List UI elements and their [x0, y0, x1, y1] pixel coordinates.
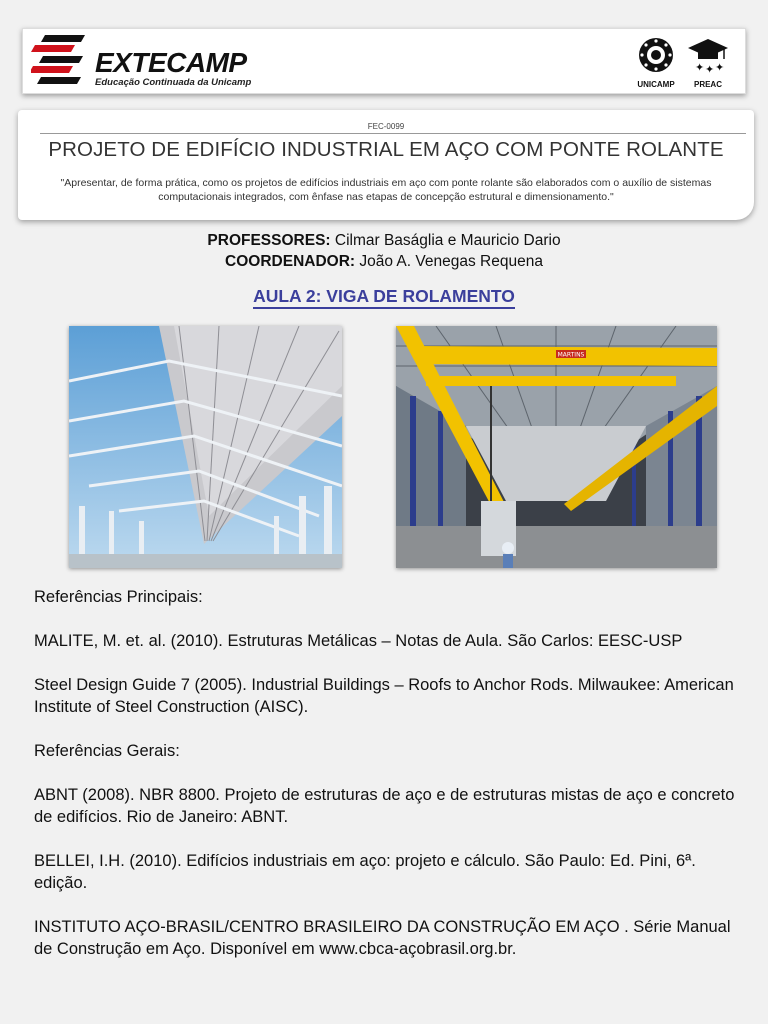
course-title: PROJETO DE EDIFÍCIO INDUSTRIAL EM AÇO COM PONTE ROLANTE	[48, 138, 724, 161]
svg-text:✦: ✦	[705, 63, 715, 75]
main-references-heading: Referências Principais:	[34, 588, 203, 606]
header-banner	[22, 28, 746, 94]
divider	[40, 133, 746, 134]
preac-caption: PREAC	[693, 80, 722, 89]
lesson-title-text: AULA 2: VIGA DE ROLAMENTO	[253, 286, 515, 309]
course-banner	[18, 110, 754, 220]
reference-item: INSTITUTO AÇO-BRASIL/CENTRO BRASILEIRO DA CONSTRUÇÃO EM AÇO . Série Manual de Construção em Aço. Disponível em www.cbca-açobrasil.org.br.	[34, 918, 731, 958]
extecamp-logo-icon	[31, 33, 87, 89]
photo-overhead-crane	[396, 326, 717, 568]
unicamp-caption: UNICAMP	[637, 80, 675, 89]
unicamp-seal-icon	[635, 35, 677, 75]
professors-names: Cilmar Baságlia e Mauricio Dario	[334, 232, 561, 249]
photo-steel-structure	[69, 326, 342, 568]
reference-item: BELLEI, I.H. (2010). Edifícios industriais em aço: projeto e cálculo. São Paulo: Ed. Pini, 6ª. edição.	[34, 852, 696, 892]
lesson-title	[0, 286, 768, 307]
svg-text:✦: ✦	[695, 61, 705, 74]
coordinator-label: COORDENADOR:	[225, 253, 356, 270]
coordinator-name: João A. Venegas Requena	[359, 253, 543, 270]
reference-item: Steel Design Guide 7 (2005). Industrial Buildings – Roofs to Anchor Rods. Milwaukee: American Institute of Steel Construction (AISC).	[34, 676, 734, 716]
course-code: FEC-0099	[367, 122, 405, 131]
svg-text:✦: ✦	[715, 61, 725, 74]
unicamp-logo	[633, 35, 679, 89]
course-description: "Apresentar, de forma prática, como os projetos de edifícios industriais em aço com ponte rolante são elaborados com o auxílio de sistemas computacionais integrados, com ênfase nas etapas de concepção estrutural e dimensionamento."	[60, 177, 712, 203]
brand-tagline: Educação Continuada da Unicamp	[95, 77, 252, 88]
graduation-cap-icon	[687, 35, 729, 75]
reference-item: ABNT (2008). NBR 8800. Projeto de estruturas de aço e de estruturas mistas de aço e concreto de edifícios. Rio de Janeiro: ABNT.	[34, 786, 735, 826]
preac-logo	[685, 35, 731, 89]
crane-sign: MARTINS	[557, 351, 585, 359]
brand-name: EXTECAMP	[95, 47, 247, 78]
reference-item: MALITE, M. et. al. (2010). Estruturas Metálicas – Notas de Aula. São Carlos: EESC-USP	[34, 632, 683, 650]
professors-label: PROFESSORES:	[207, 232, 331, 249]
general-references-heading: Referências Gerais:	[34, 742, 180, 760]
professors-line	[0, 232, 768, 250]
coordinator-line	[0, 253, 768, 271]
references	[34, 586, 744, 982]
